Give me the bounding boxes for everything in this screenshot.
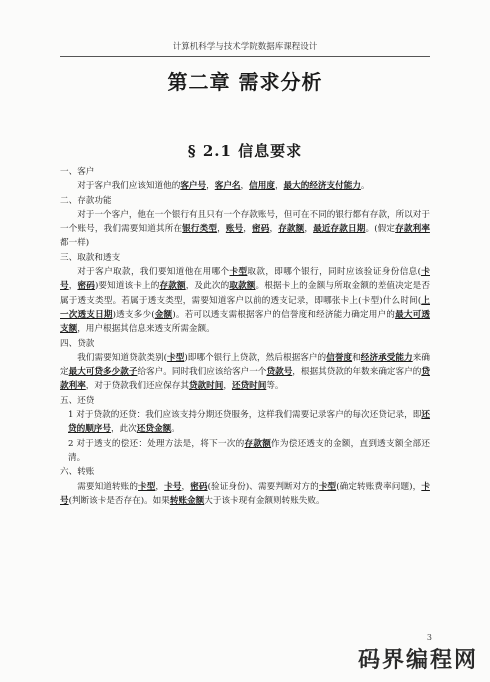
section-heading: 二、存款功能: [60, 195, 112, 206]
key-term: 卡号: [60, 267, 430, 292]
chapter-title: 第二章 需求分析: [167, 70, 323, 94]
key-term: 账号: [225, 224, 244, 235]
key-term: 贷款号: [266, 367, 293, 378]
numbered-paragraph: 2 对于透支的偿还：处理方法是，将下一次的存款额作为偿还透支的金额，直到透支额全部还清。: [68, 438, 430, 463]
paragraph: 对于客户我们应该知道他的客户号，客户名，信用度，最大的经济支付能力。: [77, 181, 370, 192]
paragraph: 对于客户取款，我们要知道他在用哪个卡型取款，即哪个银行，同时应该验证身份信息(卡号，密码)要知道该卡上的存款额，及此次的取款额。根据卡上的金额与所取金额的差值决定是否属于透支类型。若属于透支类型，需要知道客户以前的透支记录，即哪张卡上(卡型)什么时间(上一次透支日期)透支多少(金额)。若可以透支需根据客户的信誉度和经济能力确定用户的最大可透支额，用户根据其信息来透支所需金额。: [60, 267, 430, 335]
section-heading: 一、客户: [60, 167, 95, 177]
key-term: 信誉度: [326, 352, 353, 363]
paragraph: 需要知道转账的卡型，卡号，密码(验证身份)、需要判断对方的卡型(确定转账费率问题)，卡号(判断该卡是否存在)。如果转账金额大于该卡现有金额则转账失败。: [60, 481, 430, 506]
document-body: [60, 165, 430, 508]
key-term: 取款额: [229, 281, 256, 292]
key-term: 卡型: [229, 267, 248, 278]
key-term: 转账金额: [169, 495, 205, 506]
key-term: 最大的经济支付能力: [283, 181, 361, 192]
section-heading: 四、贷款: [60, 338, 95, 349]
key-term: 还贷时间: [231, 381, 267, 392]
key-term: 密码: [190, 481, 208, 492]
key-term: 最近存款日期: [313, 224, 366, 235]
key-term: 卡型: [318, 481, 337, 492]
key-term: 卡号: [164, 481, 182, 492]
key-term: 卡号: [60, 481, 430, 506]
key-term: 存款额: [244, 438, 272, 449]
section-heading: 三、取款和透支: [60, 252, 121, 263]
key-term: 银行类型: [182, 224, 218, 235]
key-term: 最大可透支额: [60, 309, 430, 335]
key-term: 还贷的顺序号: [68, 410, 430, 435]
key-term: 贷款时间: [188, 381, 224, 392]
key-term: 金额: [154, 309, 173, 320]
key-term: 客户号: [180, 181, 207, 192]
key-term: 贷款利率: [60, 367, 430, 392]
key-term: 信用度: [249, 181, 275, 192]
key-term: 卡型: [167, 352, 185, 363]
key-term: 卡型: [138, 481, 156, 492]
running-header: 计算机科学与技术学院数据库课程设计: [60, 40, 430, 57]
key-term: 存款利率: [395, 224, 430, 235]
paragraph: 对于一个客户，他在一个银行有且只有一个存款账号，但可在不同的银行都有存款，所以对于一个账号，我们需要知道其所在银行类型，账号，密码，存款额，最近存款日期。(假定存款利率都一样): [60, 209, 430, 249]
page-number: 3: [426, 633, 432, 642]
key-term: 还贷金额: [136, 424, 172, 435]
key-term: 密码: [252, 224, 270, 235]
watermark: 码界编程网: [357, 648, 478, 673]
numbered-paragraph: 1 对于贷款的还贷：我们应该支持分期还贷服务，这样我们需要记录客户的每次还贷记录，即还贷的顺序号，此次还贷金额。: [68, 410, 430, 435]
key-term: 存款额: [159, 281, 186, 292]
key-term: 经济承受能力: [360, 352, 413, 363]
paragraph: 我们需要知道贷款类别(卡型)即哪个银行上贷款，然后根据客户的信誉度和经济承受能力来确定最大可贷多少款子给客户。同时我们应该给客户一个贷款号，根据其贷款的年数来确定客户的贷款利率，对于贷款我们还应保存其贷款时间，还贷时间等。: [60, 352, 430, 392]
section-title: § 2.1 信息要求: [187, 142, 303, 160]
section-heading: 六、转账: [60, 467, 95, 478]
section-heading: 五、还贷: [60, 395, 95, 406]
key-term: 最大可贷多少款子: [68, 367, 138, 378]
key-term: 存款额: [278, 224, 305, 235]
key-term: 上一次透支日期: [60, 295, 430, 320]
key-term: 密码: [77, 281, 95, 292]
key-term: 客户名: [214, 181, 241, 192]
